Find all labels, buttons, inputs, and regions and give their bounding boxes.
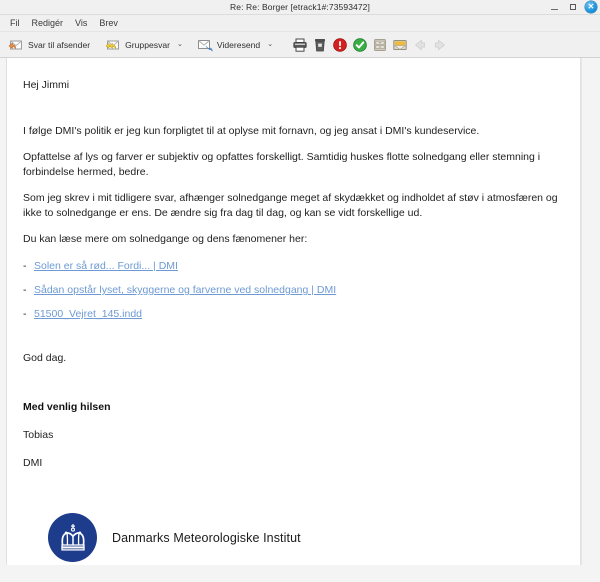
next-message-button[interactable] xyxy=(430,35,450,55)
message-body xyxy=(6,58,581,565)
message-scrollbar[interactable] xyxy=(581,58,600,565)
bullet-dash: - xyxy=(23,308,27,320)
message-link-list xyxy=(23,259,558,322)
bullet-dash: - xyxy=(23,260,27,272)
next-message-icon xyxy=(432,37,448,53)
message-sender-name: Tobias xyxy=(23,429,54,441)
spacer xyxy=(23,331,558,351)
print-button[interactable] xyxy=(290,35,310,55)
minimize-button[interactable] xyxy=(549,2,560,13)
message-paragraph-3: Som jeg skrev i mit tidligere svar, afhænger solnedgange meget af skydækket og indholdet af støv i atmosfæren og ikke to solnedgange er ens. De ændre sig fra dag til dag, og kan se vidt forskellige ud. xyxy=(23,192,558,219)
menu-item-rediger[interactable]: Redigér xyxy=(31,18,64,28)
delete-button[interactable] xyxy=(310,35,330,55)
tag-mail-icon xyxy=(392,37,408,53)
not-junk-icon xyxy=(352,37,368,53)
toolbar xyxy=(0,32,600,58)
window-controls xyxy=(549,0,597,14)
message-greeting: Hej Jimmi xyxy=(23,79,70,91)
bullet-dash: - xyxy=(23,284,27,296)
mark-as-junk-button[interactable] xyxy=(330,35,350,55)
reply-button[interactable] xyxy=(4,35,94,55)
message-pane xyxy=(0,58,600,582)
mark-as-not-junk-button[interactable] xyxy=(350,35,370,55)
reply-icon xyxy=(8,37,24,53)
message-link-2[interactable]: Sådan opstår lyset, skyggerne og farverne ved solnedgang | DMI xyxy=(34,284,337,296)
print-icon xyxy=(292,37,308,53)
archive-icon xyxy=(372,37,388,53)
delete-icon xyxy=(312,37,328,53)
forward-dropdown-arrow[interactable]: ⌄ xyxy=(267,41,274,48)
signature-logo-block xyxy=(23,513,558,562)
message-closing: Med venlig hilsen xyxy=(23,401,111,413)
forward-button[interactable] xyxy=(193,35,283,55)
reply-button-label: Svar til afsender xyxy=(28,39,91,50)
reply-all-button[interactable] xyxy=(101,35,193,55)
menu-item-brev[interactable]: Brev xyxy=(99,18,118,28)
message-link-3[interactable]: 51500_Vejret_145.indd xyxy=(34,308,143,320)
message-signoff: God dag. xyxy=(23,352,67,364)
title-bar xyxy=(0,0,600,15)
reply-all-button-label: Gruppesvar xyxy=(125,39,171,50)
list-item xyxy=(23,259,558,274)
message-paragraph-2: Opfattelse af lys og farver er subjektiv og opfattes forskelligt. Samtidig huskes flotte solnedgang eller stemning i forbindelse hermed, bedre. xyxy=(23,151,541,178)
menu-item-vis[interactable]: Vis xyxy=(75,18,88,28)
list-item xyxy=(23,283,558,298)
dmi-crown-logo-icon xyxy=(48,513,97,562)
message-paragraph-1: I følge DMI's politik er jeg kun forpligtet til at oplyse mit fornavn, og jeg ansat i DMI's kundeservice. xyxy=(23,125,480,137)
menu-bar xyxy=(0,15,600,32)
message-link-1[interactable]: Solen er så rød... Fordi... | DMI xyxy=(34,260,178,272)
close-button[interactable]: ✕ xyxy=(585,1,597,13)
maximize-button[interactable] xyxy=(567,2,578,13)
tag-message-button[interactable] xyxy=(390,35,410,55)
message-sender-org: DMI xyxy=(23,457,43,469)
list-item xyxy=(23,307,558,322)
message-links-intro: Du kan læse mere om solnedgange og dens fænomener her: xyxy=(23,233,308,245)
reply-all-dropdown-arrow[interactable]: ⌄ xyxy=(177,41,183,48)
forward-button-label: Videresend xyxy=(216,39,261,50)
archive-button[interactable] xyxy=(370,35,390,55)
reply-all-icon xyxy=(105,37,121,53)
previous-message-button[interactable] xyxy=(410,35,430,55)
menu-item-fil[interactable]: Fil xyxy=(10,18,20,28)
signature-organisation-name: Danmarks Meteorologiske Institut xyxy=(112,530,301,545)
window-title: Re: Re: Borger [etrack1#:73593472] xyxy=(230,2,370,12)
forward-icon xyxy=(197,37,213,53)
junk-icon xyxy=(332,37,348,53)
previous-message-icon xyxy=(412,37,428,53)
